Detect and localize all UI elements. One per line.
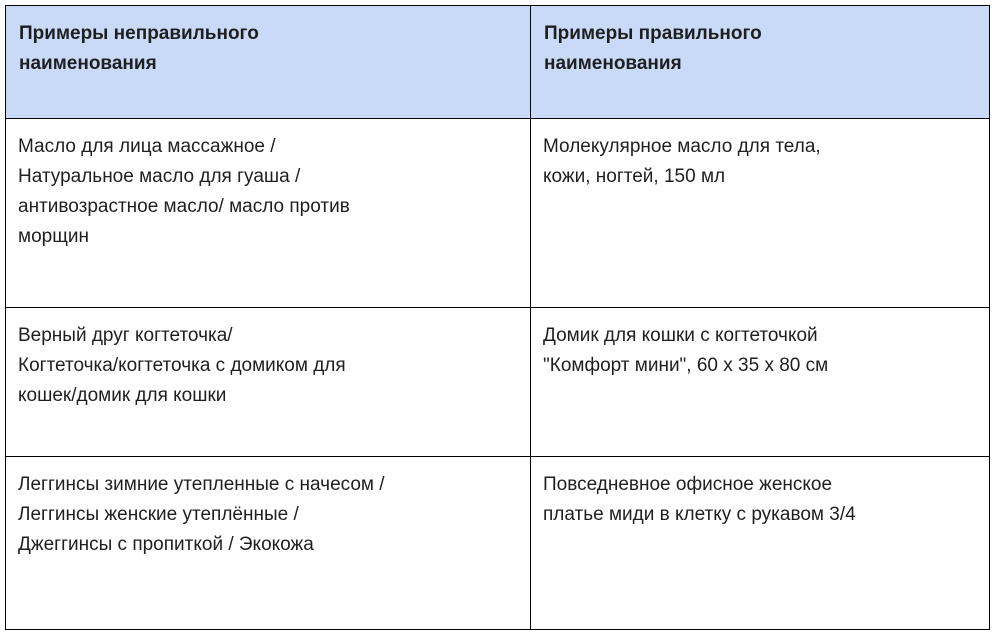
table-row [6,457,990,630]
cell-text: Леггинсы зимние утепленные с начесом / Леггинсы женские утеплённые / Джеггинсы с пропиткой / Экокожа [18,474,385,555]
header-cell-correct [531,6,990,119]
cell-text: Молекулярное масло для тела, кожи, ногтей, 150 мл [543,136,821,187]
cell-incorrect [6,119,531,308]
cell-text: Повседневное офисное женское платье миди в клетку с рукавом 3/4 [543,474,856,525]
cell-text: Верный друг когтеточка/ Когтеточка/когтеточка с домиком для кошек/домик для кошки [18,325,346,406]
cell-text: Масло для лица массажное / Натуральное масло для гуаша / антивозрастное масло/ масло против морщин [18,136,350,247]
table-row [6,119,990,308]
cell-incorrect [6,308,531,457]
cell-correct [531,308,990,457]
table-header-row [6,6,990,119]
header-label-incorrect: Примеры неправильного наименования [19,23,259,74]
cell-correct [531,457,990,630]
cell-text: Домик для кошки с когтеточкой "Комфорт мини", 60 х 35 х 80 см [543,325,829,376]
cell-incorrect [6,457,531,630]
table-row [6,308,990,457]
header-cell-incorrect [6,6,531,119]
naming-examples-table [5,5,990,630]
header-label-correct: Примеры правильного наименования [544,23,762,74]
cell-correct [531,119,990,308]
